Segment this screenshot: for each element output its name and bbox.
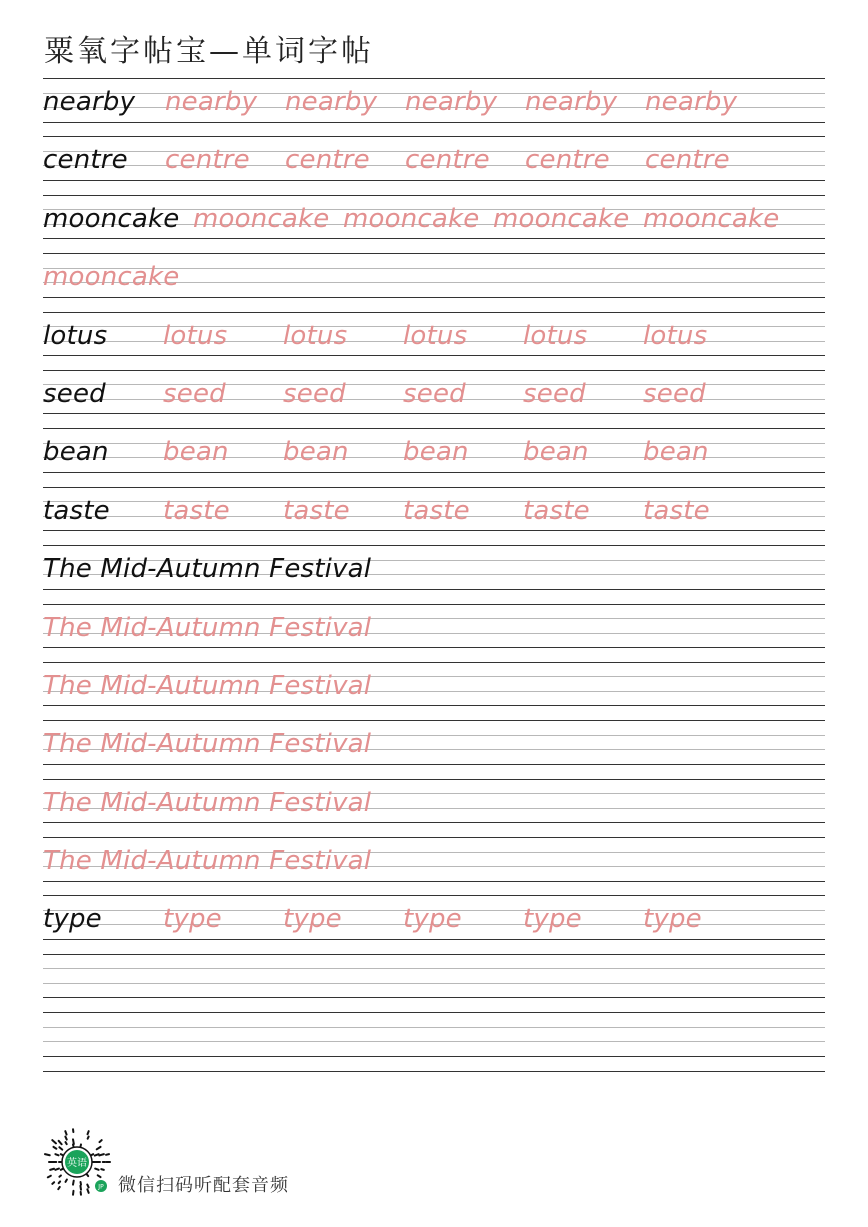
row-words bbox=[43, 1016, 825, 1056]
trace-word: nearby bbox=[405, 87, 498, 117]
rule-line-dark bbox=[43, 1012, 825, 1013]
rule-line-dark bbox=[43, 312, 825, 313]
rule-line-dark bbox=[43, 837, 825, 838]
qr-caption: 微信扫码听配套音频 bbox=[118, 1175, 289, 1196]
practice-row bbox=[43, 895, 825, 953]
practice-row bbox=[43, 837, 825, 895]
rule-line-dark bbox=[43, 720, 825, 721]
trace-word: type bbox=[523, 904, 582, 935]
trace-word: type bbox=[163, 904, 222, 935]
model-word: taste bbox=[43, 495, 110, 526]
row-words bbox=[43, 724, 825, 764]
practice-row bbox=[43, 487, 825, 545]
rule-line-dark bbox=[43, 545, 825, 546]
trace-word: The Mid-Autumn Festival bbox=[43, 787, 372, 818]
trace-word: nearby bbox=[525, 87, 618, 117]
practice-row bbox=[43, 370, 825, 428]
trace-word: bean bbox=[403, 437, 469, 468]
row-words bbox=[43, 783, 825, 823]
footer bbox=[42, 1127, 442, 1202]
row-words bbox=[43, 316, 825, 356]
trace-word: type bbox=[403, 904, 462, 935]
trace-word: bean bbox=[643, 437, 709, 468]
trace-word: nearby bbox=[645, 87, 738, 117]
trace-word: centre bbox=[285, 145, 370, 176]
trace-word: lotus bbox=[283, 320, 348, 351]
rule-line-dark bbox=[43, 136, 825, 137]
model-word: The Mid-Autumn Festival bbox=[43, 554, 372, 585]
trace-word: lotus bbox=[403, 320, 468, 351]
practice-row bbox=[43, 253, 825, 311]
trace-word: taste bbox=[643, 495, 710, 526]
trace-word: bean bbox=[523, 437, 589, 468]
row-words bbox=[43, 491, 825, 531]
rule-line-dark bbox=[43, 779, 825, 780]
model-word: nearby bbox=[43, 87, 136, 117]
trace-word: centre bbox=[645, 145, 730, 176]
rule-line-dark bbox=[43, 253, 825, 254]
rule-line-dark bbox=[43, 1071, 825, 1072]
qr-code-icon[interactable] bbox=[42, 1127, 112, 1197]
trace-word: taste bbox=[283, 495, 350, 526]
model-word: centre bbox=[43, 145, 128, 176]
trace-word: The Mid-Autumn Festival bbox=[43, 612, 372, 643]
row-words bbox=[43, 374, 825, 414]
trace-word: centre bbox=[525, 145, 610, 176]
row-words bbox=[43, 140, 825, 180]
practice-row bbox=[43, 136, 825, 194]
page-title: 粟氧字帖宝—单词字帖 bbox=[44, 34, 374, 69]
trace-word: lotus bbox=[523, 320, 588, 351]
practice-row bbox=[43, 545, 825, 603]
trace-word: centre bbox=[165, 145, 250, 176]
trace-word: seed bbox=[283, 378, 346, 409]
practice-row bbox=[43, 312, 825, 370]
trace-word: mooncake bbox=[643, 203, 780, 234]
rule-line-dark bbox=[43, 895, 825, 896]
rule-line-dark bbox=[43, 662, 825, 663]
rule-line-dark bbox=[43, 954, 825, 955]
practice-row bbox=[43, 428, 825, 486]
row-words bbox=[43, 958, 825, 998]
row-words bbox=[43, 549, 825, 589]
rule-line-dark bbox=[43, 195, 825, 196]
model-word: type bbox=[43, 904, 102, 935]
rule-line-dark bbox=[43, 604, 825, 605]
practice-row bbox=[43, 720, 825, 778]
practice-row bbox=[43, 604, 825, 662]
row-words bbox=[43, 899, 825, 939]
trace-word: mooncake bbox=[43, 262, 180, 293]
trace-word: lotus bbox=[163, 320, 228, 351]
practice-row bbox=[43, 1012, 825, 1070]
trace-word: seed bbox=[163, 378, 226, 409]
trace-word: The Mid-Autumn Festival bbox=[43, 670, 372, 701]
trace-word: mooncake bbox=[343, 203, 480, 234]
row-words bbox=[43, 82, 825, 122]
trace-word: bean bbox=[283, 437, 349, 468]
qr-corner-label: JP bbox=[98, 1183, 104, 1191]
trace-word: mooncake bbox=[493, 203, 630, 234]
practice-row bbox=[43, 662, 825, 720]
row-words bbox=[43, 432, 825, 472]
trace-word: seed bbox=[523, 378, 586, 409]
row-words bbox=[43, 666, 825, 706]
row-words bbox=[43, 199, 825, 239]
model-word: seed bbox=[43, 378, 106, 409]
rule-line-dark bbox=[43, 78, 825, 79]
row-words bbox=[43, 257, 825, 297]
trace-word: The Mid-Autumn Festival bbox=[43, 846, 372, 877]
row-words bbox=[43, 841, 825, 881]
practice-row bbox=[43, 195, 825, 253]
practice-row bbox=[43, 78, 825, 136]
trace-word: centre bbox=[405, 145, 490, 176]
trace-word: taste bbox=[523, 495, 590, 526]
rule-line-dark bbox=[43, 487, 825, 488]
rule-line-dark bbox=[43, 370, 825, 371]
trace-word: nearby bbox=[285, 87, 378, 117]
trace-word: bean bbox=[163, 437, 229, 468]
rule-line-dark bbox=[43, 428, 825, 429]
trace-word: type bbox=[283, 904, 342, 935]
practice-row bbox=[43, 954, 825, 1012]
practice-row bbox=[43, 779, 825, 837]
model-word: mooncake bbox=[43, 203, 180, 234]
model-word: lotus bbox=[43, 320, 108, 351]
trace-word: nearby bbox=[165, 87, 258, 117]
practice-sheet bbox=[43, 78, 825, 1072]
trace-word: taste bbox=[163, 495, 230, 526]
qr-badge-label: 英语 bbox=[67, 1158, 87, 1169]
trace-word: seed bbox=[643, 378, 706, 409]
trace-word: seed bbox=[403, 378, 466, 409]
trace-word: taste bbox=[403, 495, 470, 526]
row-words bbox=[43, 608, 825, 648]
trace-word: type bbox=[643, 904, 702, 935]
trace-word: The Mid-Autumn Festival bbox=[43, 729, 372, 760]
trace-word: mooncake bbox=[193, 203, 330, 234]
trace-word: lotus bbox=[643, 320, 708, 351]
model-word: bean bbox=[43, 437, 109, 468]
